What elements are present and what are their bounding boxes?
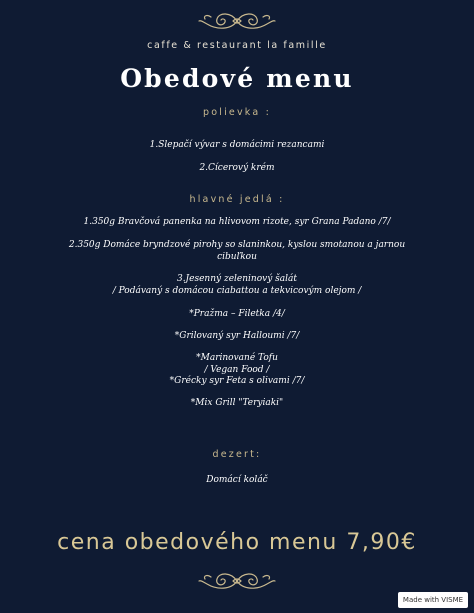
dessert-item: Domácí koláč xyxy=(206,475,268,485)
restaurant-name: caffe & restaurant la famille xyxy=(147,40,327,51)
soup-item: 1.Slepačí vývar s domácimi rezancami xyxy=(149,140,325,150)
main-item: 3.Jesenný zeleninový šalát xyxy=(176,274,298,284)
page-title: Obedové menu xyxy=(120,64,354,93)
main-item: *Pražma – Filetka /4/ xyxy=(189,309,285,319)
mains-heading: hlavné jedlá : xyxy=(189,194,285,205)
ornament-flourish-icon xyxy=(197,8,277,34)
main-item: cibuľkou xyxy=(217,252,257,262)
main-item: *Grécky syr Feta s olivami /7/ xyxy=(169,376,305,386)
ornament-flourish-icon xyxy=(197,568,277,594)
soup-item: 2.Cícerový krém xyxy=(199,163,275,173)
dessert-heading: dezert: xyxy=(212,449,262,460)
main-item: 1.350g Bravčová panenka na hlivovom rizote, syr Grana Padano /7/ xyxy=(83,217,391,227)
main-item: *Marinované Tofu xyxy=(196,353,278,363)
main-item: 2.350g Domáce bryndzové pirohy so slaninkou, kyslou smotanou a jarnou xyxy=(68,240,406,250)
made-with-visme-badge[interactable]: Made with VISME xyxy=(398,592,468,608)
soups-heading: polievka : xyxy=(203,107,271,118)
main-item: *Grilovaný syr Halloumi /7/ xyxy=(174,331,300,341)
main-item: / Vegan Food / xyxy=(204,365,270,375)
main-item: / Podávaný s domácou ciabattou a tekvicovým olejom / xyxy=(112,286,362,296)
main-item: *Mix Grill "Teryiaki" xyxy=(190,398,284,408)
menu-price: cena obedového menu 7,90€ xyxy=(57,530,417,555)
